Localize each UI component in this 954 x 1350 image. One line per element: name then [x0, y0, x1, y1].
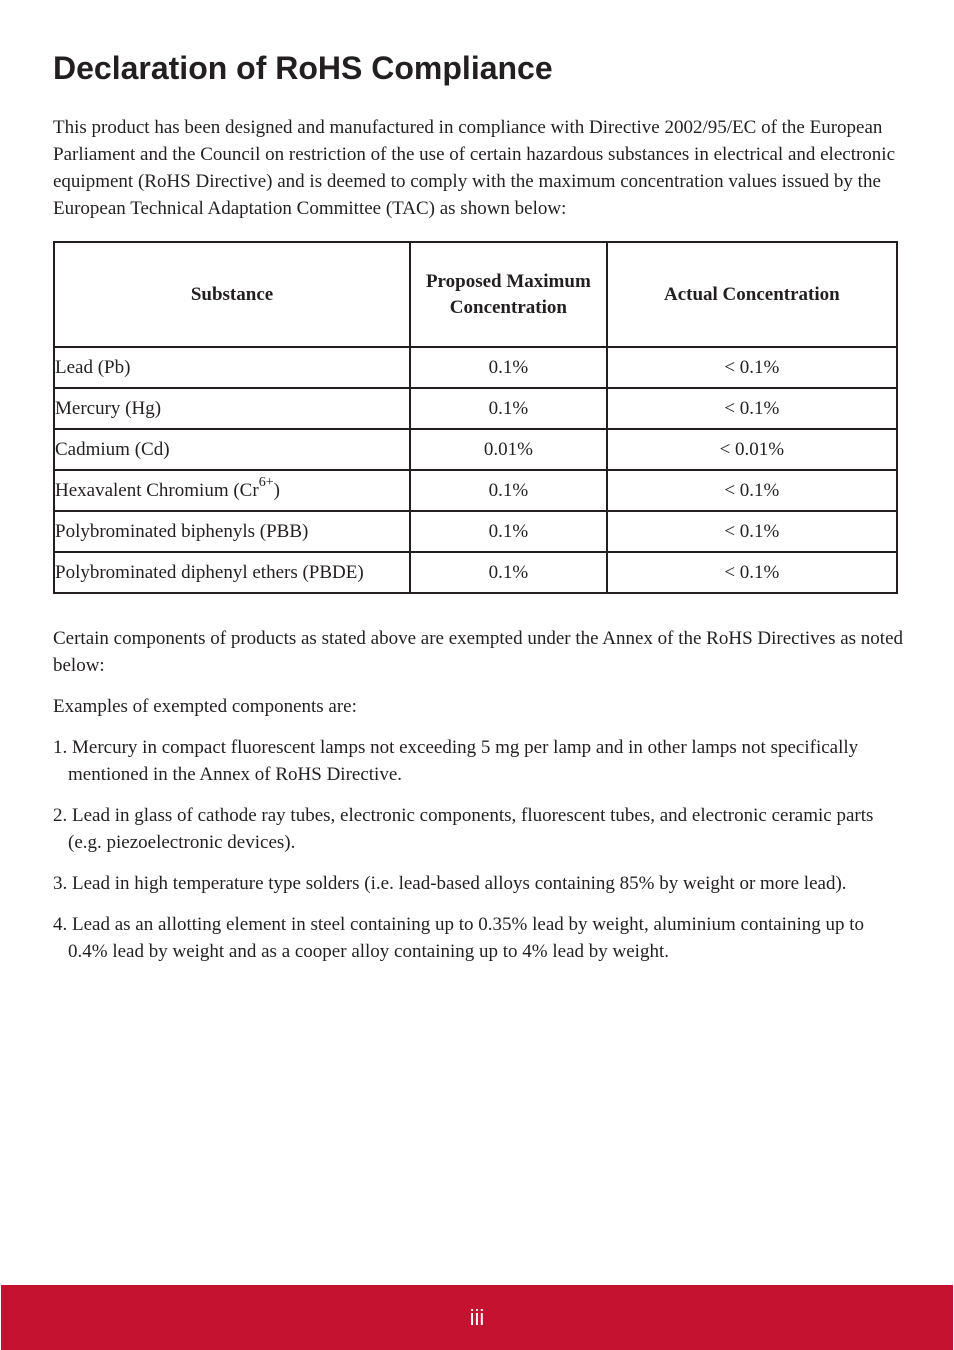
- table-row: [54, 388, 897, 429]
- ion-charge: 6+: [258, 475, 274, 491]
- list-item: 2. Lead in glass of cathode ray tubes, electronic components, fluorescent tubes, and electronic ceramic parts (e.g. piezoelectronic devices).: [53, 805, 874, 853]
- substance-name: Hexavalent Chromium (Cr: [55, 479, 259, 501]
- page-title: Declaration of RoHS Compliance: [53, 50, 553, 86]
- cell-substance: Polybrominated biphenyls (PBB): [54, 511, 410, 552]
- cell-proposed: 0.1%: [410, 511, 607, 552]
- header-substance: Substance: [54, 242, 410, 347]
- table-row: [54, 552, 897, 593]
- list-item: 4. Lead as an allotting element in steel containing up to 0.35% lead by weight, aluminium containing up to 0.4% lead by weight and as a cooper alloy containing up to 4% lead by weight.: [53, 914, 865, 962]
- cell-actual: < 0.1%: [607, 511, 897, 552]
- cell-substance: Polybrominated diphenyl ethers (PBDE): [54, 552, 410, 593]
- cell-actual: < 0.1%: [607, 552, 897, 593]
- table-row: [54, 429, 897, 470]
- table-row: [54, 470, 897, 511]
- cell-actual: < 0.1%: [607, 388, 897, 429]
- header-proposed-max: [410, 242, 607, 347]
- cell-proposed: 0.1%: [410, 388, 607, 429]
- list-item: 3. Lead in high temperature type solders (i.e. lead-based alloys containing 85% by weight or more lead).: [53, 873, 847, 894]
- table-row: [54, 347, 897, 388]
- cell-proposed: 0.01%: [410, 429, 607, 470]
- cell-substance: Cadmium (Cd): [54, 429, 410, 470]
- substance-suffix: ): [273, 479, 280, 501]
- table-header-row: [54, 242, 897, 347]
- page-number: iii: [469, 1305, 485, 1330]
- table-row: [54, 511, 897, 552]
- cell-proposed: 0.1%: [410, 552, 607, 593]
- examples-heading: Examples of exempted components are:: [53, 696, 357, 717]
- exemption-note: Certain components of products as stated above are exempted under the Annex of the RoHS Directives as noted below:: [53, 628, 904, 676]
- cell-substance: [54, 470, 410, 511]
- intro-paragraph: This product has been designed and manufactured in compliance with Directive 2002/95/EC of the European Parliament and the Council on restriction of the use of certain hazardous substances in electrical and electronic equipment (RoHS Directive) and is deemed to comply with the maximum concentration values issued by the European Technical Adaptation Committee (TAC) as shown below:: [53, 117, 896, 219]
- cell-proposed: 0.1%: [410, 347, 607, 388]
- header-proposed-line2: Concentration: [449, 296, 567, 318]
- list-item: 1. Mercury in compact fluorescent lamps not exceeding 5 mg per lamp and in other lamps not specifically mentioned in the Annex of RoHS Directive.: [53, 737, 859, 785]
- rohs-table: [53, 241, 898, 594]
- cell-actual: < 0.1%: [607, 470, 897, 511]
- header-proposed-line1: Proposed Maximum: [425, 270, 591, 292]
- footer-bar: [1, 1285, 953, 1350]
- header-actual: Actual Concentration: [607, 242, 897, 347]
- cell-substance: Mercury (Hg): [54, 388, 410, 429]
- cell-substance: Lead (Pb): [54, 347, 410, 388]
- cell-actual: < 0.1%: [607, 347, 897, 388]
- cell-proposed: 0.1%: [410, 470, 607, 511]
- cell-actual: < 0.01%: [607, 429, 897, 470]
